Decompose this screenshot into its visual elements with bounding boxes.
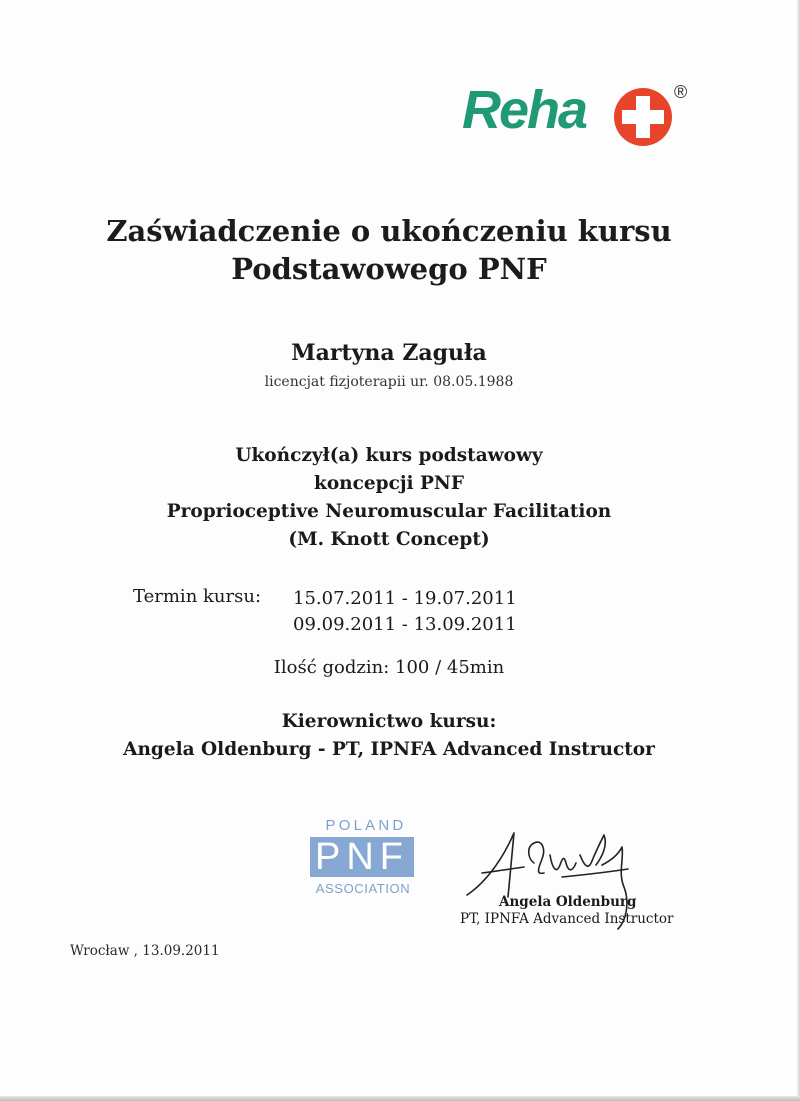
recipient-name: Martyna Zaguła <box>291 340 487 366</box>
pnf-logo-box <box>310 837 414 877</box>
title-line: Podstawowego PNF <box>231 252 547 286</box>
place-date: Wrocław , 13.09.2011 <box>70 943 220 959</box>
course-direction <box>0 708 778 764</box>
course-line: Proprioceptive Neuromuscular Facilitation <box>166 501 612 522</box>
term-dates <box>293 586 517 638</box>
term-date-range: 15.07.2011 - 19.07.2011 <box>293 588 517 609</box>
certificate-title <box>0 212 778 288</box>
medical-cross-icon <box>612 86 674 148</box>
direction-leader: Angela Oldenburg - PT, IPNFA Advanced Instructor <box>123 739 655 760</box>
reha-logo-text: Reha <box>462 80 587 140</box>
signer-name: Angela Oldenburg <box>499 894 637 910</box>
course-line: (M. Knott Concept) <box>288 529 490 550</box>
course-hours: Ilość godzin: 100 / 45min <box>273 657 505 678</box>
pnf-logo-poland: POLAND <box>325 817 407 834</box>
term-label: Termin kursu: <box>133 586 262 607</box>
poland-pnf-association-logo <box>306 815 418 901</box>
pnf-logo-association: ASSOCIATION <box>315 881 411 896</box>
reha-logo <box>462 80 688 150</box>
course-line: koncepcji PNF <box>314 473 464 494</box>
course-description <box>0 442 778 554</box>
recipient-details: licencjat fizjoterapii ur. 08.05.1988 <box>264 374 514 390</box>
registered-mark: ® <box>674 82 688 102</box>
paper-edge-bottom <box>0 1096 800 1101</box>
title-line: Zaświadczenie o ukończeniu kursu <box>106 214 672 248</box>
signer-title: PT, IPNFA Advanced Instructor <box>460 911 674 927</box>
term-date-range: 09.09.2011 - 13.09.2011 <box>293 614 517 635</box>
course-line: Ukończył(a) kurs podstawowy <box>235 445 543 466</box>
pnf-logo-pnf: PNF <box>315 836 409 878</box>
direction-label: Kierownictwo kursu: <box>281 711 497 732</box>
